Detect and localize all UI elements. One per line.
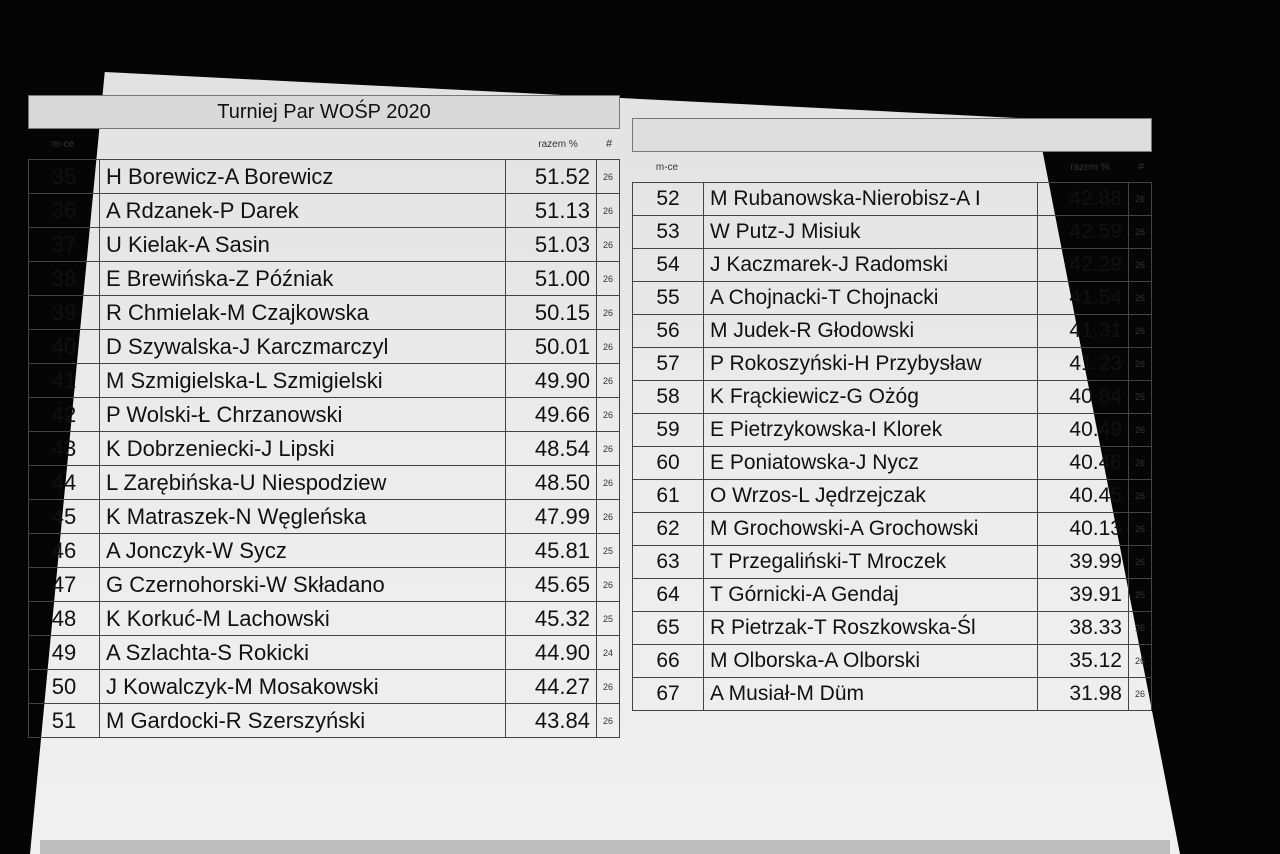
- place-cell: 64: [633, 579, 704, 612]
- table-row: [29, 330, 620, 364]
- table-row: [633, 480, 1152, 513]
- place-cell: 44: [29, 466, 100, 500]
- pair-name-cell: M Judek-R Głodowski: [704, 315, 1038, 348]
- column-headers-right: [632, 152, 1152, 182]
- pair-name-cell: A Musiał-M Düm: [704, 678, 1038, 711]
- place-cell: 43: [29, 432, 100, 466]
- pair-name-cell: E Pietrzykowska-I Klorek: [704, 414, 1038, 447]
- table-row: [29, 432, 620, 466]
- score-cell: 48.54: [505, 432, 596, 466]
- title-box-empty: [632, 118, 1152, 152]
- results-panel-right: [632, 118, 1152, 711]
- place-cell: 40: [29, 330, 100, 364]
- table-row: [29, 534, 620, 568]
- table-row: [29, 466, 620, 500]
- table-row: [29, 194, 620, 228]
- table-row: [633, 282, 1152, 315]
- score-cell: 51.13: [505, 194, 596, 228]
- count-cell: 26: [596, 670, 619, 704]
- pair-name-cell: M Grochowski-A Grochowski: [704, 513, 1038, 546]
- table-row: [633, 513, 1152, 546]
- table-row: [29, 602, 620, 636]
- pair-name-cell: G Czernohorski-W Składano: [100, 568, 506, 602]
- count-cell: 26: [596, 160, 619, 194]
- place-cell: 52: [633, 183, 704, 216]
- count-cell: 26: [596, 432, 619, 466]
- score-cell: 35.12: [1037, 645, 1128, 678]
- count-cell: 24: [596, 636, 619, 670]
- count-cell: 26: [1128, 447, 1151, 480]
- place-cell: 66: [633, 645, 704, 678]
- table-row: [29, 296, 620, 330]
- pair-name-cell: J Kowalczyk-M Mosakowski: [100, 670, 506, 704]
- score-cell: 45.65: [505, 568, 596, 602]
- count-cell: 25: [1128, 579, 1151, 612]
- count-cell: 26: [596, 500, 619, 534]
- score-cell: 45.81: [505, 534, 596, 568]
- pair-name-cell: E Brewińska-Z Późniak: [100, 262, 506, 296]
- pair-name-cell: P Rokoszyński-H Przybysław: [704, 348, 1038, 381]
- count-cell: 26: [596, 330, 619, 364]
- place-cell: 60: [633, 447, 704, 480]
- count-cell: 26: [1128, 348, 1151, 381]
- header-count: #: [605, 138, 613, 150]
- header-place: m-ce: [51, 138, 75, 150]
- place-cell: 61: [633, 480, 704, 513]
- pair-name-cell: A Jonczyk-W Sycz: [100, 534, 506, 568]
- count-cell: 26: [1128, 678, 1151, 711]
- pair-name-cell: M Gardocki-R Szerszyński: [100, 704, 506, 738]
- table-row: [633, 381, 1152, 414]
- score-cell: 42.59: [1037, 216, 1128, 249]
- place-cell: 49: [29, 636, 100, 670]
- score-cell: 40.84: [1037, 381, 1128, 414]
- count-cell: 26: [1128, 183, 1151, 216]
- table-row: [29, 160, 620, 194]
- count-cell: 26: [596, 568, 619, 602]
- table-row: [633, 315, 1152, 348]
- pair-name-cell: E Poniatowska-J Nycz: [704, 447, 1038, 480]
- header-count: #: [1137, 161, 1145, 173]
- place-cell: 59: [633, 414, 704, 447]
- place-cell: 39: [29, 296, 100, 330]
- score-cell: 40.45: [1037, 480, 1128, 513]
- pair-name-cell: L Zarębińska-U Niespodziew: [100, 466, 506, 500]
- place-cell: 50: [29, 670, 100, 704]
- count-cell: 26: [596, 228, 619, 262]
- score-cell: 40.13: [1037, 513, 1128, 546]
- count-cell: 26: [1128, 315, 1151, 348]
- pair-name-cell: W Putz-J Misiuk: [704, 216, 1038, 249]
- count-cell: 25: [596, 602, 619, 636]
- table-row: [29, 364, 620, 398]
- table-row: [29, 568, 620, 602]
- score-cell: 39.99: [1037, 546, 1128, 579]
- place-cell: 46: [29, 534, 100, 568]
- place-cell: 62: [633, 513, 704, 546]
- place-cell: 63: [633, 546, 704, 579]
- count-cell: 26: [1128, 612, 1151, 645]
- pair-name-cell: M Rubanowska-Nierobisz-A I: [704, 183, 1038, 216]
- place-cell: 54: [633, 249, 704, 282]
- count-cell: 26: [1128, 513, 1151, 546]
- table-row: [29, 398, 620, 432]
- place-cell: 42: [29, 398, 100, 432]
- count-cell: 26: [596, 194, 619, 228]
- results-panel-left: [28, 95, 620, 738]
- pair-name-cell: J Kaczmarek-J Radomski: [704, 249, 1038, 282]
- count-cell: 25: [1128, 381, 1151, 414]
- pair-name-cell: R Chmielak-M Czajkowska: [100, 296, 506, 330]
- table-row: [633, 612, 1152, 645]
- score-cell: 50.15: [505, 296, 596, 330]
- results-table-right: [632, 182, 1152, 711]
- header-place: m-ce: [655, 161, 679, 173]
- score-cell: 44.27: [505, 670, 596, 704]
- score-cell: 41.31: [1037, 315, 1128, 348]
- score-cell: 48.50: [505, 466, 596, 500]
- place-cell: 36: [29, 194, 100, 228]
- pair-name-cell: U Kielak-A Sasin: [100, 228, 506, 262]
- table-row: [633, 546, 1152, 579]
- score-cell: 40.49: [1037, 414, 1128, 447]
- count-cell: 26: [1128, 216, 1151, 249]
- pair-name-cell: K Frąckiewicz-G Ożóg: [704, 381, 1038, 414]
- pair-name-cell: K Dobrzeniecki-J Lipski: [100, 432, 506, 466]
- score-cell: 42.88: [1037, 183, 1128, 216]
- table-row: [633, 183, 1152, 216]
- count-cell: 26: [596, 704, 619, 738]
- column-headers-left: [28, 129, 620, 159]
- table-row: [29, 262, 620, 296]
- table-row: [29, 704, 620, 738]
- score-cell: 39.91: [1037, 579, 1128, 612]
- score-cell: 41.54: [1037, 282, 1128, 315]
- place-cell: 65: [633, 612, 704, 645]
- pair-name-cell: H Borewicz-A Borewicz: [100, 160, 506, 194]
- header-score: razem %: [1070, 161, 1110, 173]
- table-row: [633, 447, 1152, 480]
- results-table-left: [28, 159, 620, 738]
- pair-name-cell: A Chojnacki-T Chojnacki: [704, 282, 1038, 315]
- score-cell: 45.32: [505, 602, 596, 636]
- place-cell: 67: [633, 678, 704, 711]
- score-cell: 44.90: [505, 636, 596, 670]
- score-cell: 51.52: [505, 160, 596, 194]
- pair-name-cell: R Pietrzak-T Roszkowska-Śl: [704, 612, 1038, 645]
- header-score: razem %: [538, 138, 578, 150]
- table-row: [633, 414, 1152, 447]
- count-cell: 26: [596, 466, 619, 500]
- table-row: [29, 670, 620, 704]
- place-cell: 45: [29, 500, 100, 534]
- pair-name-cell: O Wrzos-L Jędrzejczak: [704, 480, 1038, 513]
- table-row: [29, 228, 620, 262]
- score-cell: 43.84: [505, 704, 596, 738]
- pair-name-cell: K Korkuć-M Lachowski: [100, 602, 506, 636]
- table-row: [633, 348, 1152, 381]
- pair-name-cell: K Matraszek-N Węgleńska: [100, 500, 506, 534]
- pair-name-cell: T Górnicki-A Gendaj: [704, 579, 1038, 612]
- count-cell: 25: [596, 534, 619, 568]
- table-row: [29, 636, 620, 670]
- pair-name-cell: P Wolski-Ł Chrzanowski: [100, 398, 506, 432]
- count-cell: 26: [596, 364, 619, 398]
- table-row: [633, 216, 1152, 249]
- score-cell: 38.33: [1037, 612, 1128, 645]
- tournament-title: Turniej Par WOŚP 2020: [28, 95, 620, 129]
- count-cell: 26: [596, 296, 619, 330]
- place-cell: 55: [633, 282, 704, 315]
- count-cell: 26: [1128, 645, 1151, 678]
- count-cell: 26: [596, 398, 619, 432]
- count-cell: 26: [1128, 480, 1151, 513]
- place-cell: 57: [633, 348, 704, 381]
- score-cell: 50.01: [505, 330, 596, 364]
- score-cell: 49.66: [505, 398, 596, 432]
- score-cell: 41.23: [1037, 348, 1128, 381]
- screen-bottom-edge: [40, 840, 1170, 854]
- place-cell: 37: [29, 228, 100, 262]
- pair-name-cell: T Przegaliński-T Mroczek: [704, 546, 1038, 579]
- table-row: [633, 579, 1152, 612]
- pair-name-cell: A Rdzanek-P Darek: [100, 194, 506, 228]
- score-cell: 51.03: [505, 228, 596, 262]
- score-cell: 40.46: [1037, 447, 1128, 480]
- place-cell: 51: [29, 704, 100, 738]
- pair-name-cell: M Szmigielska-L Szmigielski: [100, 364, 506, 398]
- table-row: [29, 500, 620, 534]
- pair-name-cell: D Szywalska-J Karczmarczyl: [100, 330, 506, 364]
- table-row: [633, 645, 1152, 678]
- count-cell: 26: [596, 262, 619, 296]
- place-cell: 58: [633, 381, 704, 414]
- place-cell: 35: [29, 160, 100, 194]
- score-cell: 42.29: [1037, 249, 1128, 282]
- table-row: [633, 249, 1152, 282]
- score-cell: 51.00: [505, 262, 596, 296]
- score-cell: 31.98: [1037, 678, 1128, 711]
- table-row: [633, 678, 1152, 711]
- count-cell: 26: [1128, 414, 1151, 447]
- count-cell: 26: [1128, 249, 1151, 282]
- place-cell: 48: [29, 602, 100, 636]
- place-cell: 56: [633, 315, 704, 348]
- place-cell: 53: [633, 216, 704, 249]
- count-cell: 26: [1128, 546, 1151, 579]
- count-cell: 26: [1128, 282, 1151, 315]
- place-cell: 47: [29, 568, 100, 602]
- place-cell: 41: [29, 364, 100, 398]
- pair-name-cell: M Olborska-A Olborski: [704, 645, 1038, 678]
- score-cell: 49.90: [505, 364, 596, 398]
- place-cell: 38: [29, 262, 100, 296]
- pair-name-cell: A Szlachta-S Rokicki: [100, 636, 506, 670]
- score-cell: 47.99: [505, 500, 596, 534]
